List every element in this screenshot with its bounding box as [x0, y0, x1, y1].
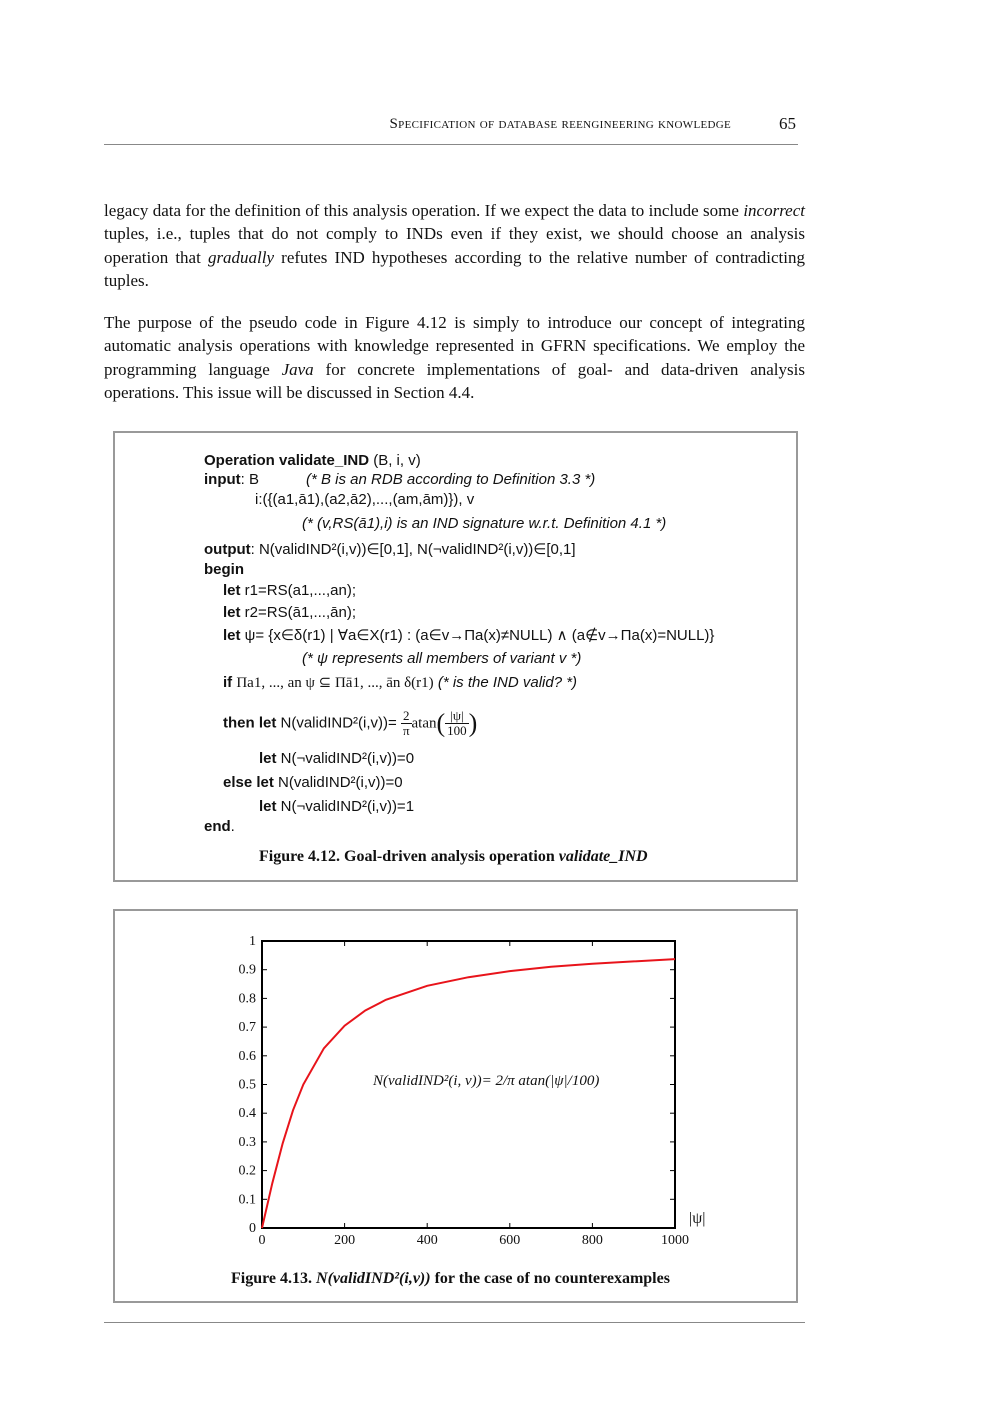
code-keyword: Operation validate_IND [204, 452, 370, 469]
code-line-let-psi [223, 627, 714, 645]
code-text: . [230, 818, 235, 835]
x-tick-label: 0 [258, 1233, 266, 1248]
code-line-then [223, 709, 477, 738]
p1-emphasis-1: incorrect [743, 201, 805, 220]
x-tick-label: 400 [416, 1233, 438, 1248]
y-tick-label: 0.8 [238, 991, 256, 1007]
bottom-rule [104, 1322, 805, 1323]
code-text: (B, i, v) [369, 452, 421, 469]
code-comment-input [306, 471, 595, 489]
fraction-numerator: 2 [401, 709, 412, 724]
atan-function: atan [411, 715, 437, 732]
code-text: r1=RS(a1,...,an); [240, 582, 356, 599]
code-keyword: input [204, 471, 241, 488]
code-line-let-not-valid-1 [259, 798, 414, 816]
curve-formula-annotation: N(validIND²(i, v))= 2/π atan(|ψ|/100) [373, 1073, 600, 1089]
y-tick-label: 0.2 [238, 1163, 256, 1179]
caption-suffix: for the case of no counterexamples [430, 1270, 670, 1287]
code-comment: (* (v,RS(ā1),i) is an IND signature w.r.t. Definition 4.1 *) [302, 515, 667, 532]
code-keyword: let [259, 750, 277, 767]
code-line-if [223, 674, 577, 692]
code-line-input [204, 471, 259, 489]
x-tick-label: 200 [334, 1233, 356, 1248]
caption-emphasis: validate_IND [558, 848, 648, 865]
code-comment-psi [302, 650, 581, 668]
code-text: N(¬validIND²(i,v))=0 [276, 750, 415, 767]
code-line-let-not-valid-0 [259, 750, 414, 768]
code-text: N(¬validIND²(i,v))=1 [276, 798, 415, 815]
fraction-two-over-pi [401, 709, 412, 738]
chart-svg [115, 911, 796, 1301]
fraction-psi-over-100 [445, 709, 469, 738]
fraction-denominator: 100 [447, 723, 467, 738]
figure-4-12-box [113, 431, 798, 882]
y-tick-label: 0.7 [238, 1020, 256, 1036]
code-line-signature: i:({(a1,ā1),(a2,ā2),...,(am,ām)}), v [255, 491, 475, 508]
y-tick-label: 0 [249, 1221, 256, 1236]
code-formula: Πa1, ..., an ψ ⊆ Πā1, ..., ān δ(r1) [236, 675, 434, 691]
caption-text: Figure 4.12. Goal-driven analysis operation [259, 848, 559, 865]
code-text: : N(validIND²(i,v))∈[0,1], N(¬validIND²(i,v))∈[0,1] [250, 541, 576, 558]
code-keyword: end [204, 818, 231, 835]
code-text: N(validIND²(i,v))= [276, 714, 397, 732]
running-header [104, 112, 798, 145]
p1-text-3: refutes IND hypotheses according to the relative number of contradicting tuples. [104, 247, 805, 291]
code-comment: (* B is an RDB according to Definition 3.3 *) [306, 471, 596, 488]
fraction-numerator: |ψ| [445, 709, 469, 724]
x-tick-label: 800 [581, 1233, 603, 1248]
left-paren: ( [436, 708, 446, 738]
p1-text-1: legacy data for the definition of this analysis operation. If we expect the data to include some [104, 201, 744, 220]
p2-text-1: The purpose of the pseudo code in Figure 4.12 is simply to introduce our concept of integrating automatic analysis operations with knowledge represented in GFRN specifications. We employ the programming language [104, 313, 805, 379]
code-line-output [204, 541, 576, 559]
page-number: 65 [779, 114, 796, 133]
code-comment: (* ψ represents all members of variant v *) [302, 650, 582, 667]
series-line [262, 959, 675, 1228]
code-keyword: let [223, 627, 241, 644]
code-line-end [204, 818, 235, 836]
code-line-else [223, 774, 403, 792]
code-keyword: let [259, 798, 277, 815]
code-line-begin [204, 561, 244, 579]
p2-emphasis-1: Java [281, 359, 314, 379]
p1-emphasis-2: gradually [207, 247, 275, 267]
code-keyword: begin [204, 561, 244, 578]
code-text: N(validIND²(i,v))=0 [273, 774, 403, 791]
y-tick-label: 0.6 [238, 1048, 256, 1064]
body-paragraph-2 [104, 311, 805, 405]
fraction-denominator: π [402, 723, 410, 738]
code-comment-signature [302, 515, 666, 533]
figure-4-13-box [113, 909, 798, 1303]
y-tick-label: 0.9 [238, 962, 256, 978]
caption-text: Figure 4.13. [231, 1270, 317, 1287]
body-paragraph-1 [104, 199, 805, 293]
x-tick-label: 600 [499, 1233, 521, 1248]
code-text: : B [240, 471, 259, 488]
running-title: Specification of database reengineering knowledge [389, 116, 731, 132]
x-tick-label: 1000 [661, 1233, 689, 1248]
code-keyword: then let [223, 714, 277, 732]
code-keyword: let [223, 582, 241, 599]
code-keyword: let [223, 604, 241, 621]
code-line-operation [204, 452, 421, 470]
caption-emphasis: N(validIND²(i,v)) [316, 1270, 431, 1287]
right-paren: ) [468, 708, 478, 738]
y-tick-label: 0.1 [238, 1192, 256, 1208]
figure-4-13-caption [231, 1270, 670, 1288]
y-tick-label: 1 [249, 934, 256, 949]
y-tick-label: 0.5 [238, 1077, 256, 1093]
p1-text-2: tuples, i.e., tuples that do not comply to INDs even if they exist, we should choose an analysis operation that [104, 224, 805, 267]
y-tick-label: 0.3 [238, 1134, 256, 1150]
code-text: r2=RS(ā1,...,ān); [240, 604, 356, 621]
x-axis-label: |ψ| [689, 1210, 706, 1227]
p2-text-2: for concrete implementations of goal- and data-driven analysis operations. This issue will be discussed in Section 4.4. [104, 359, 805, 403]
code-keyword: else let [223, 774, 274, 791]
code-keyword: if [223, 674, 233, 691]
y-tick-label: 0.4 [238, 1106, 256, 1122]
figure-4-12-caption [259, 848, 648, 866]
code-line-let-r2 [223, 604, 356, 622]
code-comment: (* is the IND valid? *) [437, 674, 578, 691]
code-text: ψ= {x∈δ(r1) | ∀a∈X(r1) : (a∈v→Πa(x)≠NULL) ∧ (a∉v→Πa(x)=NULL)} [240, 627, 715, 644]
code-keyword: output [204, 541, 251, 558]
code-line-let-r1 [223, 582, 356, 600]
